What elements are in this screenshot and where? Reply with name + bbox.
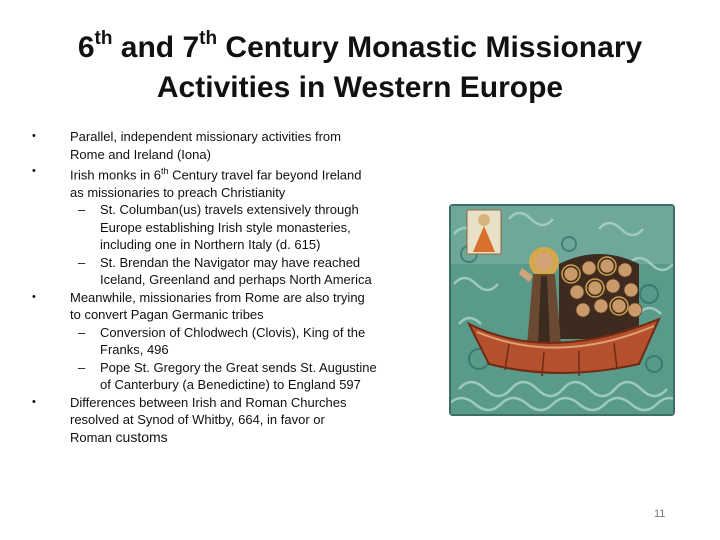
- st-brendan-icon-image: [449, 204, 675, 416]
- bullet-text: Irish monks in 6th Century travel far beyond Ireland: [70, 166, 362, 183]
- page-number: 11: [654, 508, 666, 520]
- bullet-item: [28, 128, 423, 163]
- bullet-icon: •: [32, 290, 36, 303]
- sub-bullet-item: [28, 201, 423, 254]
- dash-icon: –: [78, 202, 86, 218]
- sub-bullet-item: [28, 254, 423, 289]
- bullet-list: [28, 128, 423, 446]
- bullet-text: to convert Pagan Germanic tribes: [70, 307, 264, 323]
- dash-icon: –: [78, 359, 86, 375]
- slide-title: [40, 28, 680, 108]
- bullet-text: Differences between Irish and Roman Churches: [70, 394, 347, 410]
- bullet-text: as missionaries to preach Christianity: [70, 184, 286, 200]
- sub-bullet-item: [28, 324, 423, 359]
- dash-icon: –: [78, 254, 86, 270]
- bullet-item: [28, 394, 423, 447]
- bullet-text: Meanwhile, missionaries from Rome are also trying: [70, 289, 365, 305]
- sub-bullet-text: Conversion of Chlodwech (Clovis), King of the: [100, 324, 366, 340]
- title-line-1: 6th and 7th Century Monastic Missionary: [77, 28, 643, 64]
- bullet-text: Parallel, independent missionary activities from: [70, 129, 341, 144]
- bullet-text: Roman customs: [70, 428, 168, 445]
- bullet-item: [28, 163, 423, 201]
- sub-bullet-text: of Canterbury (a Benedictine) to England 597: [100, 377, 361, 393]
- sub-bullet-item: [28, 359, 423, 394]
- sub-bullet-text: Franks, 496: [100, 342, 169, 358]
- title-line-2: Activities in Western Europe: [156, 71, 564, 104]
- bullet-text: Rome and Ireland (Iona): [70, 146, 211, 162]
- bullet-icon: •: [32, 130, 36, 142]
- sub-bullet-text: St. Columban(us) travels extensively through: [100, 202, 359, 218]
- sub-bullet-text: including one in Northern Italy (d. 615): [100, 237, 321, 253]
- bullet-icon: •: [32, 395, 36, 408]
- sub-bullet-text: Pope St. Gregory the Great sends St. Augustine: [100, 359, 377, 375]
- bullet-text: resolved at Synod of Whitby, 664, in favor or: [70, 412, 325, 428]
- sub-bullet-text: St. Brendan the Navigator may have reached: [100, 254, 361, 270]
- bullet-item: [28, 289, 423, 324]
- dash-icon: –: [78, 324, 86, 340]
- bullet-icon: •: [32, 165, 36, 177]
- sub-bullet-text: Europe establishing Irish style monasteries,: [100, 219, 351, 235]
- sub-bullet-text: Iceland, Greenland and perhaps North America: [100, 272, 372, 288]
